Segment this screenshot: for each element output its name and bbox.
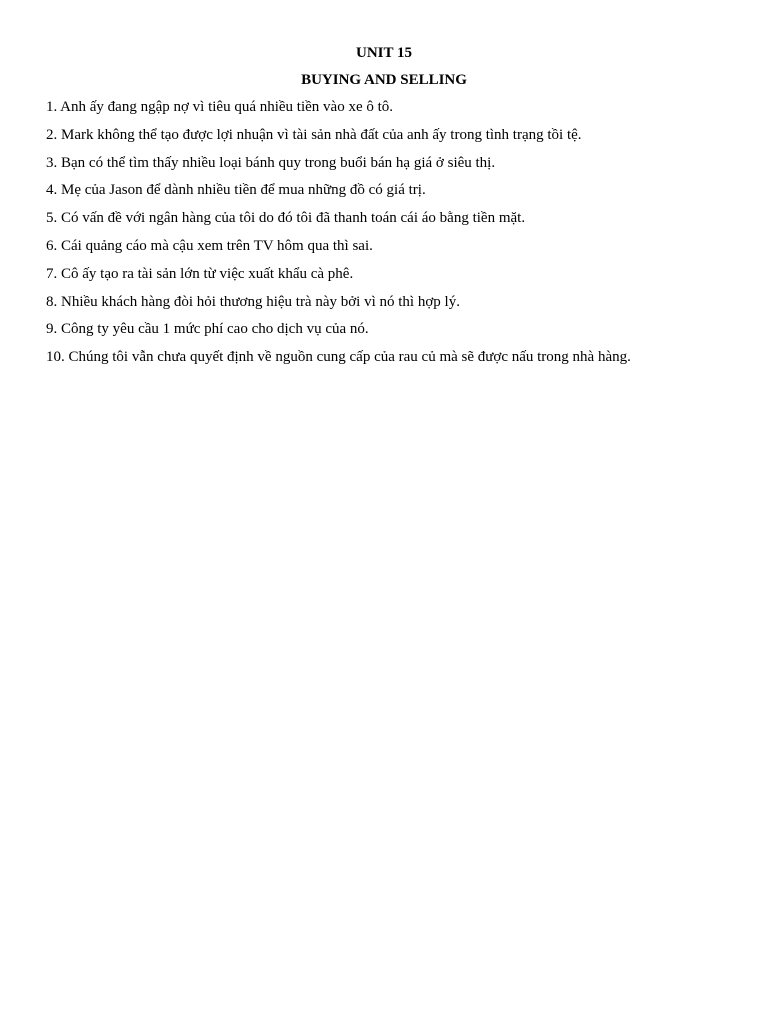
sentence-2: 2. Mark không thể tạo được lợi nhuận vì tài sản nhà đất của anh ấy trong tình trạng tồi tệ. bbox=[46, 126, 582, 143]
topic-title: BUYING AND SELLING bbox=[301, 72, 467, 88]
sentence-8: 8. Nhiều khách hàng đòi hỏi thương hiệu trà này bởi vì nó thì hợp lý. bbox=[46, 293, 460, 310]
sentence-1: 1. Anh ấy đang ngập nợ vì tiêu quá nhiều tiền vào xe ô tô. bbox=[46, 99, 394, 115]
sentence-6: 6. Cái quảng cáo mà cậu xem trên TV hôm qua thì sai. bbox=[46, 237, 373, 254]
sentence-5: 5. Có vấn đề với ngân hàng của tôi do đó tôi đã thanh toán cái áo bằng tiền mặt. bbox=[46, 210, 526, 227]
sentence-7: 7. Cô ấy tạo ra tài sản lớn từ việc xuất khẩu cà phê. bbox=[46, 265, 354, 282]
unit-title: UNIT 15 bbox=[356, 45, 412, 61]
sentence-3: 3. Bạn có thể tìm thấy nhiều loại bánh quy trong buổi bán hạ giá ở siêu thị. bbox=[46, 154, 496, 171]
sentence-list bbox=[46, 98, 746, 376]
sentence-9: 9. Công ty yêu cầu 1 mức phí cao cho dịch vụ của nó. bbox=[46, 321, 369, 338]
sentence-10: 10. Chúng tôi vẫn chưa quyết định về nguồn cung cấp của rau củ mà sẽ được nấu trong nhà hàng. bbox=[46, 349, 631, 366]
sentence-4: 4. Mẹ của Jason để dành nhiều tiền để mua những đồ có giá trị. bbox=[46, 182, 426, 199]
